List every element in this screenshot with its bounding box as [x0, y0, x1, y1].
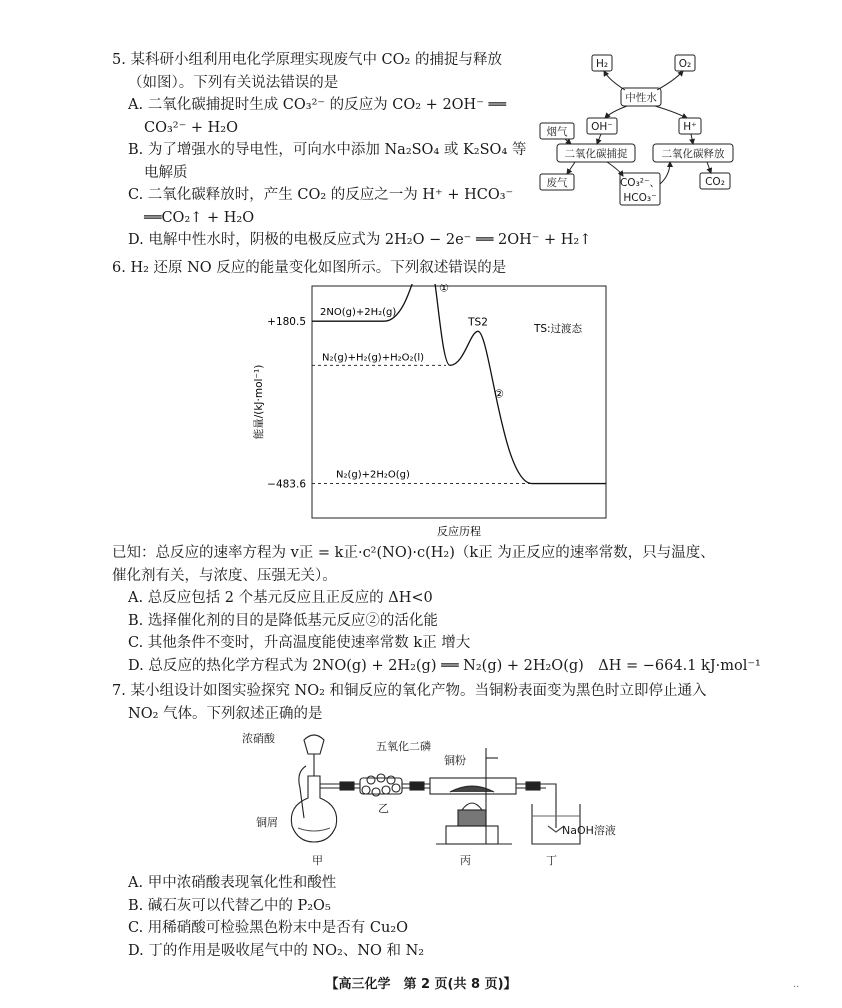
- waste-gas-label: 废气: [546, 177, 568, 189]
- co2-capture-diagram: [535, 50, 735, 210]
- h2-label: H₂: [595, 58, 609, 70]
- corner-mark: ··: [793, 982, 800, 993]
- bicarbonate-label: HCO₃⁻: [623, 192, 657, 204]
- q5-option-a-cont: CO₃²⁻ + H₂O: [144, 119, 238, 136]
- level-label-2: N₂(g)+H₂(g)+H₂O₂(l): [322, 352, 425, 364]
- q5-stem-line2: （如图）。下列有关说法错误的是: [128, 74, 339, 91]
- carbonate-label: CO₃²⁻、: [619, 177, 661, 189]
- h-plus-label: H⁺: [683, 121, 697, 133]
- step-1-label: ①: [439, 284, 449, 295]
- page-footer: 【高三化学 第 2 页(共 8 页)】: [325, 977, 517, 992]
- question-7: [112, 680, 707, 725]
- q7-stem-line1: 7. 某小组设计如图实验探究 NO₂ 和铜反应的氧化产物。当铜粉表面变为黑色时立即停止通入: [112, 683, 707, 699]
- energy-profile-chart: [250, 284, 620, 540]
- copper-powder-label: 铜粉: [444, 754, 466, 767]
- q5-stem-line1: 5. 某科研小组利用电化学原理实现废气中 CO₂ 的捕捉与释放: [112, 52, 502, 68]
- y-axis-label: 能量/(kJ·mol⁻¹): [253, 364, 265, 440]
- question-6-body: [112, 542, 761, 677]
- q5-option-b-cont: 电解质: [144, 164, 188, 181]
- jia-label: 甲: [312, 854, 323, 867]
- q6-option-b: B. 选择催化剂的目的是降低基元反应②的活化能: [128, 612, 438, 629]
- release-label: 二氧化碳释放: [661, 148, 725, 160]
- q6-stem: 6. H₂ 还原 NO 反应的能量变化如图所示。下列叙述错误的是: [112, 260, 507, 276]
- y-tick-label-top: +180.5: [267, 316, 306, 329]
- capture-label: 二氧化碳捕捉: [564, 148, 628, 160]
- q5-option-a: A. 二氧化碳捕捉时生成 CO₃²⁻ 的反应为 CO₂ + 2OH⁻ ══: [128, 97, 506, 113]
- ding-label: 丁: [546, 854, 557, 867]
- burner-stand: [446, 826, 498, 844]
- o2-label: O₂: [678, 58, 692, 70]
- apparatus-diagram: [236, 728, 636, 870]
- y-tick-label-bottom: −483.6: [267, 478, 306, 491]
- burner-flame: [462, 803, 482, 810]
- level-label-3: N₂(g)+2H₂O(g): [336, 469, 410, 481]
- q6-known-line1: 已知：总反应的速率方程为 v正 = k正·c²(NO)·c(H₂)（k正 为正反应的速率常数，只与温度、: [112, 545, 715, 561]
- conc-nitric-label: 浓硝酸: [242, 732, 275, 745]
- level-label-1: 2NO(g)+2H₂(g): [320, 307, 397, 319]
- q6-known-line2: 催化剂有关，与浓度、压强无关）。: [112, 567, 337, 584]
- question-6: [112, 257, 506, 280]
- q5-option-c: C. 二氧化碳释放时，产生 CO₂ 的反应之一为 H⁺ + HCO₃⁻: [128, 187, 514, 203]
- q7-stem-line2: NO₂ 气体。下列叙述正确的是: [128, 705, 323, 722]
- question-7-options: [128, 872, 424, 962]
- step-2-label: ②: [494, 387, 504, 401]
- chart-legend: TS:过渡态: [533, 323, 583, 335]
- q6-option-a: A. 总反应包括 2 个基元反应且正反应的 ΔH<0: [128, 590, 433, 606]
- p2o5-label: 五氧化二磷: [376, 740, 431, 753]
- q7-option-d: D. 丁的作用是吸收尾气中的 NO₂、NO 和 N₂: [128, 942, 425, 959]
- q6-option-d: D. 总反应的热化学方程式为 2NO(g) + 2H₂(g) ══ N₂(g) + 2H₂O(g) ΔH = −664.1 kJ·mol⁻¹: [128, 657, 761, 674]
- q6-option-c: C. 其他条件不变时，升高温度能使速率常数 k正 增大: [128, 635, 471, 651]
- ts2-label: TS2: [468, 316, 488, 329]
- yi-label: 乙: [378, 802, 389, 815]
- burner: [458, 810, 486, 826]
- neutral-water-label: 中性水: [625, 92, 657, 104]
- flue-gas-label: 烟气: [546, 126, 568, 138]
- q5-option-d: D. 电解中性水时，阴极的电极反应式为 2H₂O − 2e⁻ ══ 2OH⁻ + H₂↑: [128, 232, 592, 248]
- co2-out-label: CO₂: [705, 176, 725, 188]
- x-axis-label: 反应历程: [437, 525, 481, 538]
- bing-label: 丙: [460, 854, 471, 867]
- q7-option-b: B. 碱石灰可以代替乙中的 P₂O₅: [128, 897, 331, 914]
- q5-option-b: B. 为了增强水的导电性，可向水中添加 Na₂SO₄ 或 K₂SO₄ 等: [128, 142, 527, 158]
- oh-label: OH⁻: [591, 121, 613, 133]
- naoh-label: NaOH溶液: [562, 824, 616, 837]
- round-bottom-flask: [291, 776, 336, 842]
- copper-scrap-label: 铜屑: [256, 816, 278, 829]
- q7-option-a: A. 甲中浓硝酸表现氧化性和酸性: [128, 875, 337, 891]
- q7-option-c: C. 用稀硝酸可检验黑色粉末中是否有 Cu₂O: [128, 920, 409, 936]
- separatory-funnel: [304, 735, 324, 754]
- q5-option-c-cont: ══CO₂↑ + H₂O: [144, 209, 255, 226]
